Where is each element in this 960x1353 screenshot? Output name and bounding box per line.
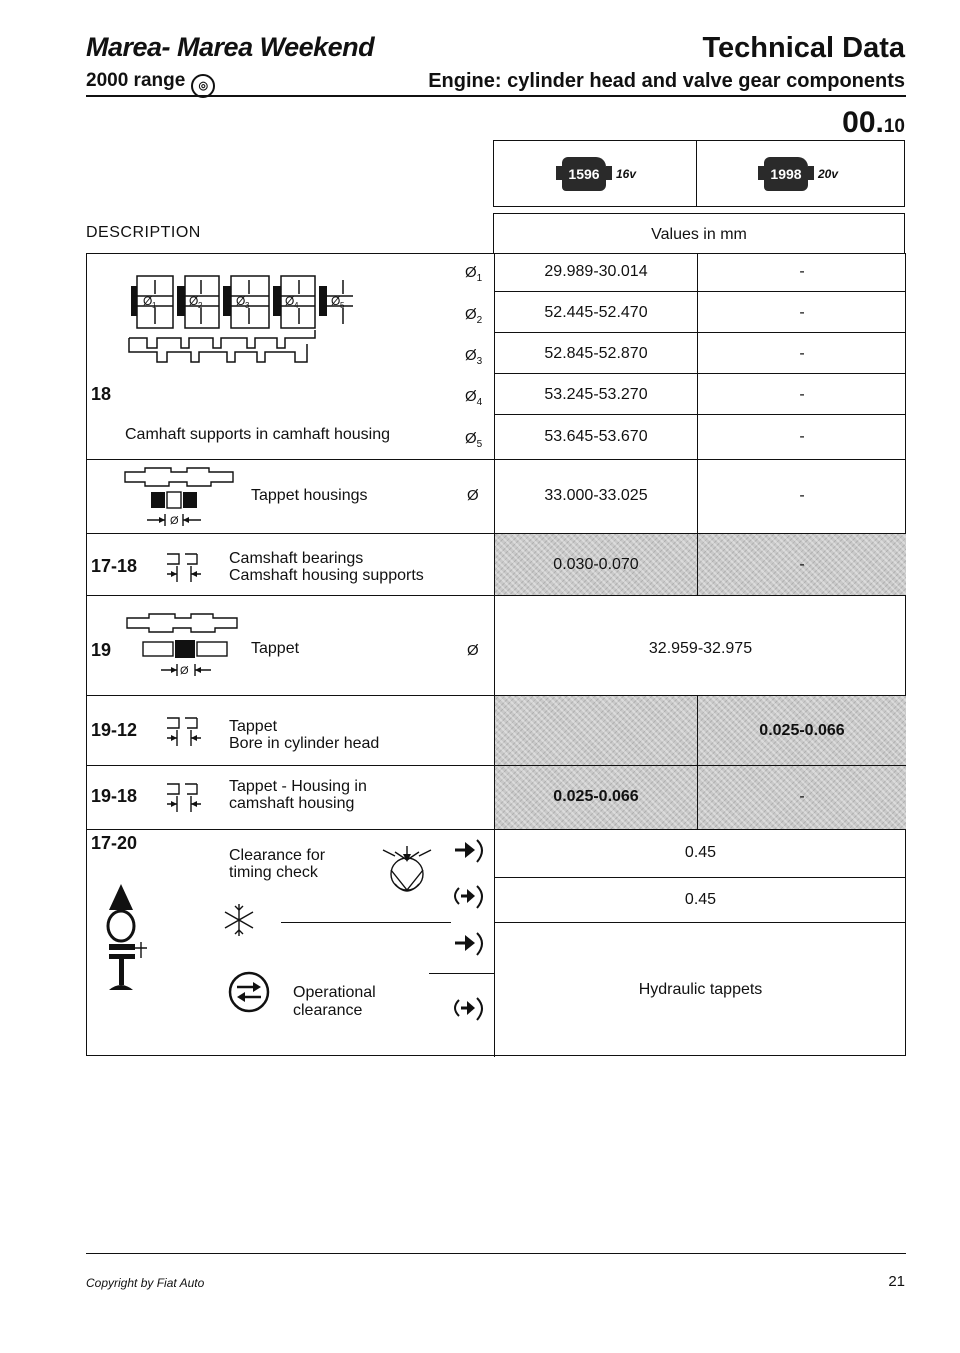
- value-20v: -: [799, 487, 805, 504]
- svg-text:5: 5: [340, 301, 345, 310]
- valve-icon: [103, 884, 163, 996]
- page-code-suffix: 10: [883, 116, 905, 137]
- row-divider: [87, 595, 906, 596]
- row-label-line1: Operational: [293, 984, 376, 1001]
- operational-clearance-icon: [227, 970, 271, 1014]
- svg-text:3: 3: [245, 301, 250, 310]
- separator-line: [281, 922, 451, 923]
- row-divider: [494, 332, 906, 333]
- svg-text:Ø: Ø: [285, 294, 295, 308]
- value-16v: 52.445-52.470: [544, 304, 648, 321]
- camshaft-supports-diagram: [123, 268, 403, 378]
- row-label-line2: camshaft housing: [229, 795, 355, 812]
- row-divider: [494, 373, 906, 374]
- footer-divider: [86, 1253, 906, 1254]
- header-divider: [86, 95, 906, 97]
- section-number: 17-20: [91, 833, 138, 853]
- svg-text:Ø: Ø: [170, 515, 179, 527]
- value-16v: 0.025-0.066: [553, 788, 639, 805]
- row-divider: [87, 459, 906, 460]
- row-divider: [494, 877, 906, 878]
- page-number: 21: [888, 1273, 905, 1290]
- tappet-diagram: [121, 610, 251, 682]
- page-subtitle: Engine: cylinder head and valve gear components: [428, 70, 905, 92]
- row-label: Camhaft supports in camhaft housing: [125, 426, 391, 443]
- svg-text:2: 2: [198, 301, 203, 310]
- section-title: Technical Data: [702, 32, 905, 64]
- row-label: Tappet: [251, 640, 300, 657]
- value-20v: 0.025-0.066: [759, 722, 845, 739]
- operational-clearance-value: Hydraulic tappets: [638, 981, 763, 998]
- fit-clearance-icon: [163, 714, 213, 748]
- section-number: 19: [91, 640, 112, 660]
- row-label-line2: Bore in cylinder head: [229, 735, 380, 752]
- row-divider: [87, 829, 906, 830]
- engine-valves: 16v: [616, 167, 637, 181]
- value-20v: -: [799, 304, 805, 321]
- value-16v: 33.000-33.025: [544, 487, 648, 504]
- svg-text:Ø: Ø: [189, 294, 199, 308]
- row-label-line2: clearance: [293, 1002, 363, 1019]
- data-table: [86, 253, 906, 1056]
- row-label-line1: Tappet - Housing in: [229, 778, 367, 795]
- svg-text:4: 4: [294, 301, 299, 310]
- diameter-symbol: Ø: [467, 642, 479, 659]
- section-number: 19-12: [91, 720, 138, 740]
- engine-range-icon: ◎: [191, 74, 215, 98]
- exhaust-valve-icon: [453, 994, 489, 1024]
- separator-line: [429, 973, 494, 974]
- row-divider: [87, 695, 906, 696]
- value-16v: 52.845-52.870: [544, 345, 648, 362]
- copyright: Copyright by Fiat Auto: [86, 1276, 205, 1290]
- value-16v: 53.245-53.270: [544, 386, 648, 403]
- value-20v: -: [799, 428, 805, 445]
- value-20v: -: [799, 556, 805, 573]
- value-both: 32.959-32.975: [648, 640, 753, 657]
- section-number: 17-18: [91, 556, 138, 576]
- engine-valves: 20v: [818, 167, 839, 181]
- svg-text:Ø: Ø: [331, 294, 341, 308]
- diameter-symbol: $Ø_5$: [465, 430, 483, 450]
- engine-block-icon: 1998: [764, 157, 808, 191]
- row-divider: [87, 533, 906, 534]
- row-divider: [494, 291, 906, 292]
- fit-clearance-icon: [163, 780, 213, 814]
- svg-text:Ø: Ø: [180, 665, 189, 677]
- engine-block-icon: 1596: [562, 157, 606, 191]
- row-label-line2: timing check: [229, 864, 318, 881]
- value-16v: 53.645-53.670: [544, 428, 648, 445]
- value-20v: -: [799, 345, 805, 362]
- diameter-symbol: $Ø_1$: [465, 264, 483, 284]
- row-label-line2: Camshaft housing supports: [229, 567, 424, 584]
- row-label-line1: Clearance for: [229, 847, 326, 864]
- column-divider: [697, 695, 698, 829]
- value-16v: 29.989-30.014: [544, 263, 648, 280]
- row-label-line1: Tappet: [229, 718, 278, 735]
- exhaust-clearance-value: 0.45: [684, 891, 717, 908]
- page-code-main: 00.: [842, 106, 884, 139]
- row-divider: [87, 765, 906, 766]
- range-text: 2000 range: [86, 70, 186, 91]
- diameter-symbol: Ø: [467, 487, 479, 504]
- description-heading: DESCRIPTION: [86, 224, 201, 241]
- diameter-symbol: $Ø_4$: [465, 388, 483, 408]
- section-number: 19-18: [91, 786, 138, 806]
- row-divider: [494, 922, 906, 923]
- row-label-line1: Camshaft bearings: [229, 550, 364, 567]
- intake-clearance-value: 0.45: [684, 844, 717, 861]
- model-title: Marea- Marea Weekend: [86, 32, 375, 62]
- exhaust-valve-icon: [453, 882, 489, 912]
- fit-clearance-icon: [163, 550, 213, 584]
- tappet-housing-diagram: [121, 466, 241, 528]
- svg-text:1: 1: [152, 301, 157, 310]
- feeler-gauge-icon: [377, 840, 437, 902]
- value-16v: 0.030-0.070: [553, 556, 639, 573]
- row-divider: [494, 414, 906, 415]
- section-number: 18: [91, 384, 112, 404]
- cold-engine-icon: [221, 902, 257, 938]
- intake-valve-icon: [453, 836, 489, 866]
- engine-1596: [562, 157, 636, 191]
- row-label: Tappet housings: [251, 487, 368, 504]
- engine-header: [493, 140, 905, 207]
- diameter-symbol: $Ø_2$: [465, 306, 483, 326]
- svg-text:Ø: Ø: [143, 294, 153, 308]
- diameter-symbol: $Ø_3$: [465, 347, 483, 367]
- value-20v: -: [799, 386, 805, 403]
- values-heading: Values in mm: [493, 213, 905, 253]
- value-20v: -: [799, 788, 805, 805]
- page-code: [842, 106, 905, 140]
- engine-1998: [764, 157, 838, 191]
- engine-header-divider: [696, 141, 697, 206]
- range-label: [86, 70, 215, 98]
- value-20v: -: [799, 263, 805, 280]
- svg-text:Ø: Ø: [236, 294, 246, 308]
- intake-valve-icon: [453, 929, 489, 959]
